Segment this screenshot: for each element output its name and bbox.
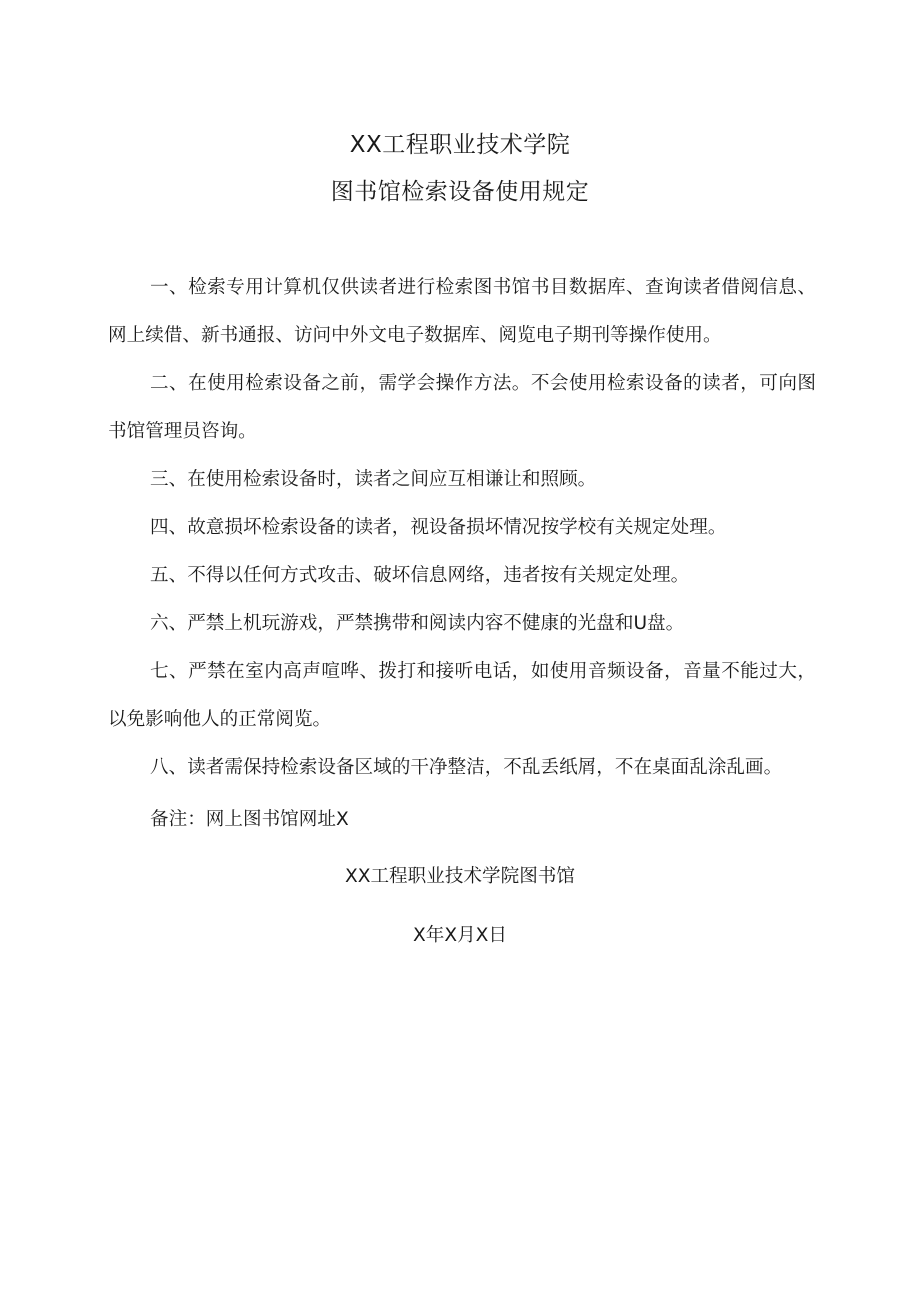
- organization-signature: XX工程职业技术学院图书馆: [344, 866, 575, 887]
- document-title-line1: XX工程职业技术学院: [349, 132, 571, 158]
- rule-item-7: 七、严禁在室内高声喧哗、拨打和接听电话，如使用音频设备，音量不能过大，以免影响他人的正常阅览。: [108, 661, 816, 730]
- document-title-line2: 图书馆检索设备使用规定: [330, 179, 590, 205]
- rule-item-6: 六、严禁上机玩游戏，严禁携带和阅读内容不健康的光盘和U盘。: [150, 613, 685, 634]
- document-date: X年X月X日: [413, 925, 507, 946]
- rule-item-4: 四、故意损坏检索设备的读者，视设备损坏情况按学校有关规定处理。: [150, 517, 727, 538]
- rule-item-8: 八、读者需保持检索设备区域的干净整洁，不乱丢纸屑，不在桌面乱涂乱画。: [150, 757, 783, 778]
- rule-item-5: 五、不得以任何方式攻击、破坏信息网络，违者按有关规定处理。: [150, 565, 690, 586]
- note-text: 备注：网上图书馆网址X: [150, 809, 349, 830]
- rule-item-1: 一、检索专用计算机仅供读者进行检索图书馆书目数据库、查询读者借阅信息、网上续借、新书通报、访问中外文电子数据库、阅览电子期刊等操作使用。: [108, 277, 816, 346]
- rule-item-2: 二、在使用检索设备之前，需学会操作方法。不会使用检索设备的读者，可向图书馆管理员咨询。: [108, 373, 816, 442]
- rule-item-3: 三、在使用检索设备时，读者之间应互相谦让和照顾。: [150, 469, 597, 490]
